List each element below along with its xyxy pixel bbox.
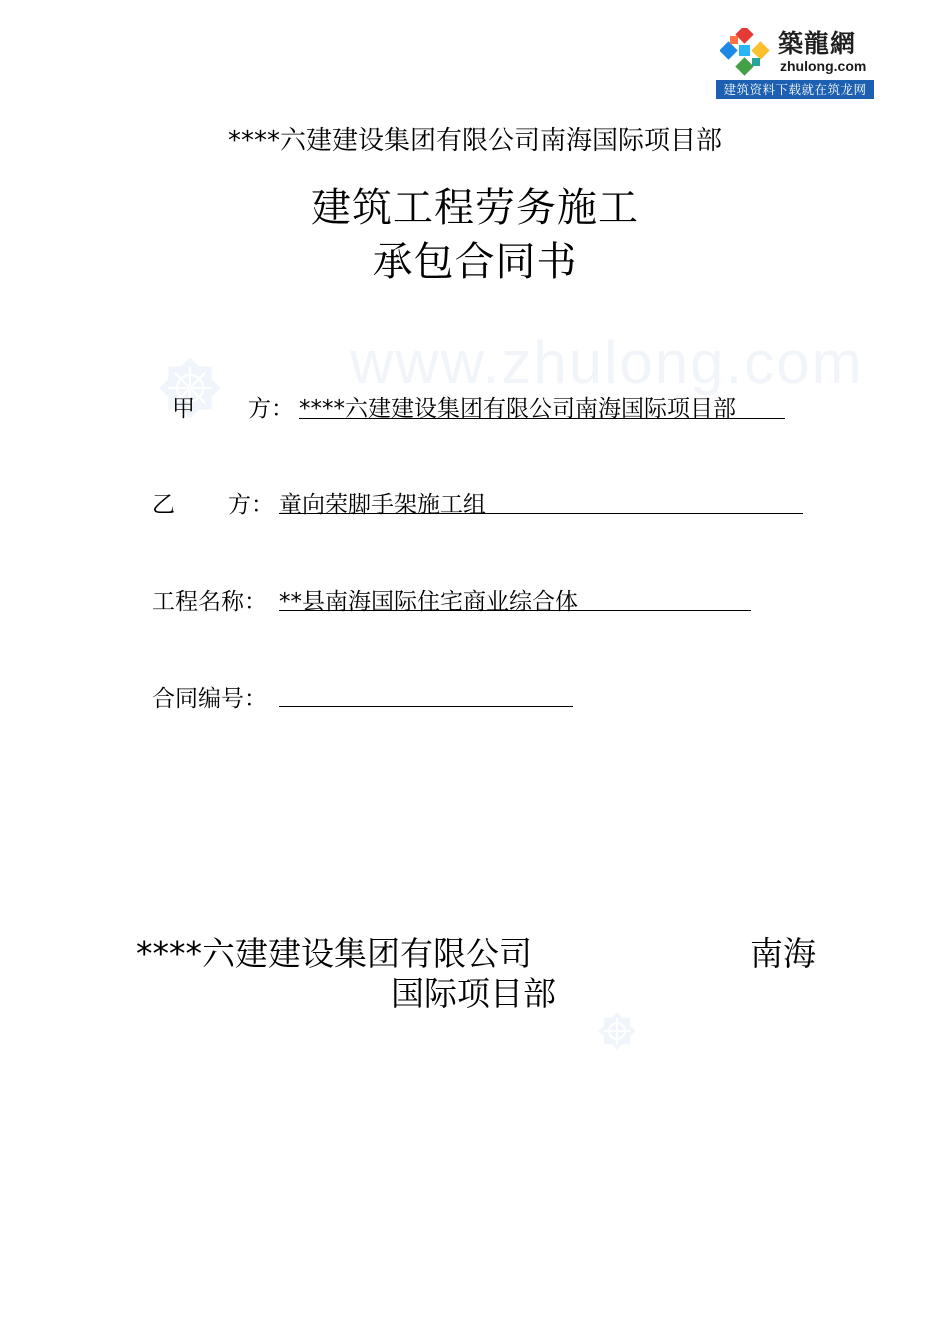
- watermark-text: www.zhulong.com: [350, 329, 864, 396]
- footer-company: ****六建建设集团有限公司: [136, 934, 532, 973]
- party-a-label-char2: 方：: [248, 396, 294, 422]
- contract-number-underline: [279, 706, 573, 707]
- party-a-value: ****六建建设集团有限公司南海国际项目部: [299, 396, 736, 422]
- project-name-value: **县南海国际住宅商业综合体: [279, 589, 578, 615]
- party-b-value: 童向荣脚手架施工组: [279, 492, 486, 518]
- party-b-label-char2: 方：: [228, 492, 274, 518]
- document-title-line2: 承包合同书: [372, 239, 578, 285]
- logo-name: 築龍網: [778, 29, 857, 58]
- party-a-underline: [299, 418, 785, 419]
- footer-department: 国际项目部: [391, 974, 556, 1013]
- document-title-line1: 建筑工程劳务施工: [311, 185, 639, 231]
- logo-slogan: 建筑资料下载就在筑龙网: [716, 80, 874, 99]
- party-b-label-char1: 乙: [152, 492, 175, 518]
- project-name-label: 工程名称：: [152, 589, 267, 615]
- party-a-label-char1: 甲: [172, 396, 195, 422]
- logo-mark-icon: [720, 28, 770, 76]
- footer-company-cont: 南海: [750, 934, 816, 973]
- company-heading: ****六建建设集团有限公司南海国际项目部: [227, 126, 722, 156]
- site-logo: [716, 22, 874, 99]
- logo-url: zhulong.com: [780, 58, 867, 74]
- watermark-flower-icon: [584, 998, 650, 1064]
- contract-number-label: 合同编号：: [152, 686, 267, 712]
- project-name-underline: [279, 610, 751, 611]
- party-b-underline: [279, 513, 803, 514]
- watermark-flower-icon: [136, 334, 244, 442]
